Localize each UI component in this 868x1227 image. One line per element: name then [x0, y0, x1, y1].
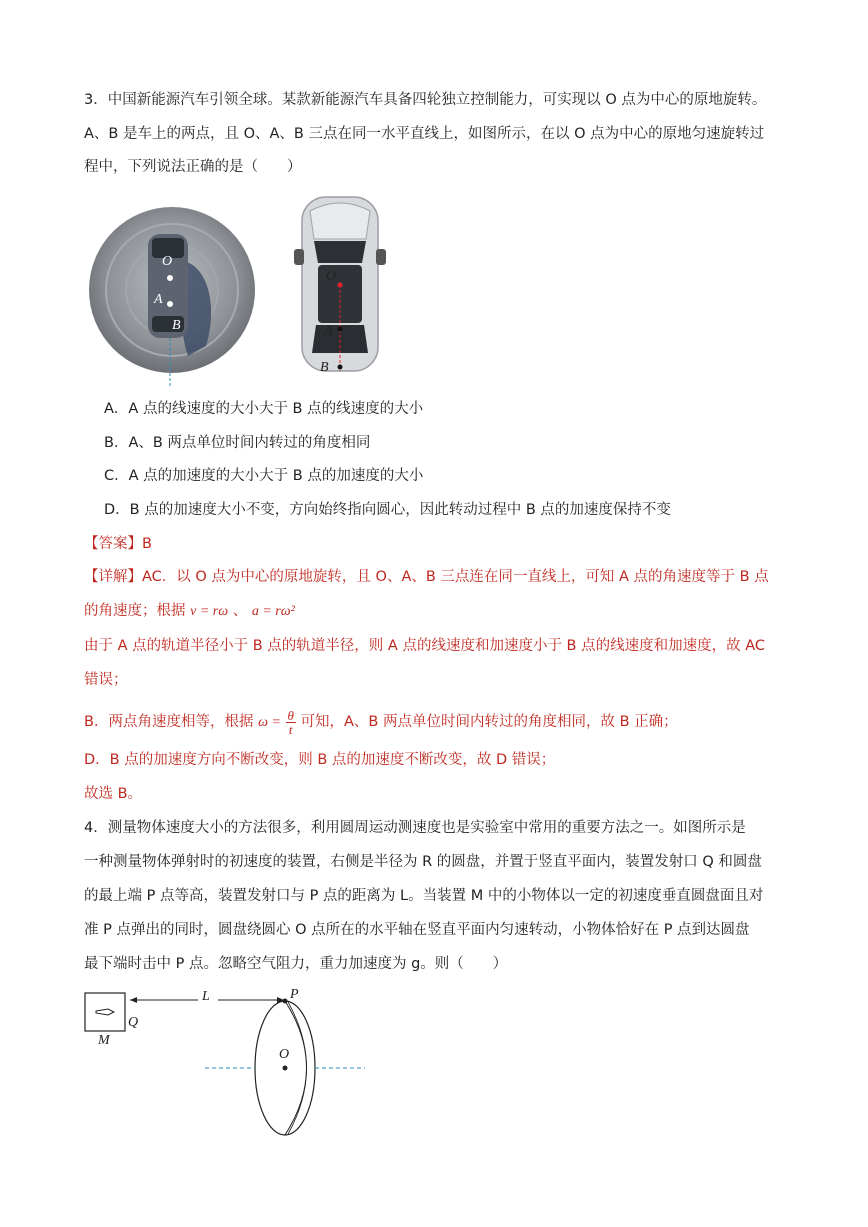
q3-detail-b-pre: B．两点角速度相等，根据 [84, 714, 254, 730]
q3-detail-line-2 [84, 601, 295, 622]
q3-detail-line-1: 【详解】AC．以 O 点为中心的原地旋转，且 O、A、B 三点连在同一直线上，可知 A 点的角速度等于 B 点 [84, 569, 769, 585]
q3-option-a: A．A 点的线速度的大小大于 B 点的线速度的大小 [104, 401, 424, 417]
formula-a: a = rω² [251, 604, 295, 619]
q4-stem-line-4: 准 P 点弹出的同时，圆盘绕圆心 O 点所在的水平轴在竖直平面内匀速转动，小物体恰好在 P 点到达圆盘 [84, 922, 750, 938]
fig1-label-o: O [162, 254, 173, 269]
q3-option-c: C．A 点的加速度的大小大于 B 点的加速度的大小 [104, 468, 424, 484]
q4-stem-line-5: 最下端时击中 P 点。忽略空气阻力，重力加速度为 g。则（ ） [84, 956, 508, 972]
q3-detail-line-7: 故选 B。 [84, 786, 143, 802]
fraction-denominator: t [288, 721, 293, 737]
fig3-label-o: O [279, 1047, 290, 1062]
turntable-figure [88, 206, 268, 386]
q4-stem-line-2: 一种测量物体弹射时的初速度的装置，右侧是半径为 R 的圆盘，并置于竖直平面内，装置发射口 Q 和圆盘 [84, 854, 762, 870]
q3-option-d: D．B 点的加速度大小不变，方向始终指向圆心，因此转动过程中 B 点的加速度保持不变 [104, 502, 671, 518]
q3-answer: 【答案】B [84, 536, 152, 552]
fig2-label-b: B [320, 360, 329, 375]
fig2-label-o: O [326, 269, 337, 284]
launcher-disk-figure [80, 985, 380, 1140]
q3-detail-b-post: 可知，A、B 两点单位时间内转过的角度相同，故 B 正确； [300, 714, 678, 730]
q3-detail-text: 的角速度；根据 [84, 603, 186, 619]
car-figure [292, 193, 388, 379]
fig3-label-m: M [98, 1033, 110, 1048]
fig3-label-l: L [202, 989, 210, 1004]
fraction-theta-over-t [286, 709, 296, 736]
fig3-label-q: Q [128, 1015, 139, 1030]
formula-v: v = rω [190, 604, 229, 619]
formula-separator: 、 [232, 603, 248, 619]
fig1-label-a: A [154, 292, 163, 307]
q3-stem-line-1: 3．中国新能源汽车引领全球。某款新能源汽车具备四轮独立控制能力，可实现以 O 点为中心的原地旋转。 [84, 92, 767, 108]
q3-option-b: B．A、B 两点单位时间内转过的角度相同 [104, 435, 371, 451]
fig2-label-a: A [324, 324, 333, 339]
q3-detail-line-6: D．B 点的加速度方向不断改变，则 B 点的加速度不断改变，故 D 错误； [84, 752, 556, 768]
q3-detail-line-5 [84, 707, 678, 738]
formula-omega: ω = [258, 715, 281, 730]
fraction-numerator: θ [287, 707, 294, 723]
fig1-label-b: B [172, 318, 181, 333]
q3-stem-line-3: 程中，下列说法正确的是（ ） [84, 159, 302, 175]
q4-stem-line-1: 4．测量物体速度大小的方法很多，利用圆周运动测速度也是实验室中常用的重要方法之一。如图所示是 [84, 820, 746, 836]
q3-detail-line-4: 错误； [84, 672, 128, 688]
q3-stem-line-2: A、B 是车上的两点，且 O、A、B 三点在同一水平直线上，如图所示，在以 O 点为中心的原地匀速旋转过 [84, 126, 765, 142]
fig3-label-p: P [290, 987, 299, 1002]
q4-stem-line-3: 的最上端 P 点等高，装置发射口与 P 点的距离为 L。当装置 M 中的小物体以一定的初速度垂直圆盘面且对 [84, 888, 764, 904]
q3-detail-line-3: 由于 A 点的轨道半径小于 B 点的轨道半径，则 A 点的线速度和加速度小于 B 点的线速度和加速度，故 AC [84, 638, 766, 654]
